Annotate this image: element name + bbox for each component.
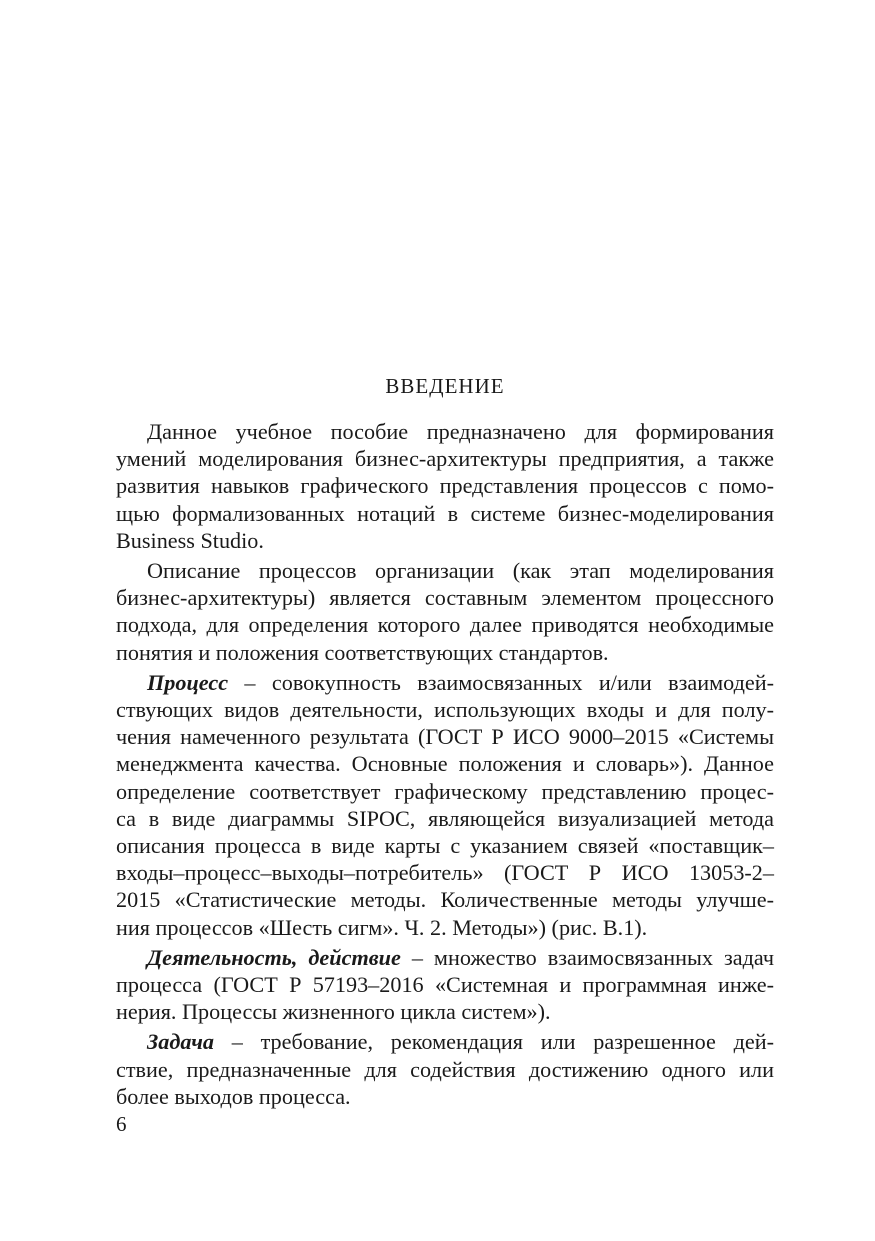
paragraph-definition-task [116,1028,774,1110]
text-line: подхода, для определения которого далее приводятся необходимые [116,612,774,638]
text-line: ствие, предназначенные для содействия достижению одного или [116,1056,774,1082]
text-line [116,944,774,971]
definition-text: – множество взаимосвязанных задач [400,944,775,970]
body-text [116,418,774,1113]
text-line: более выходов процесса. [116,1083,351,1109]
text-line: умений моделирования бизнес-архитектуры предприятия, а также [116,446,774,472]
term-activity: Деятельность, действие [147,944,401,970]
text-line: входы–процесс–выходы–потребитель» (ГОСТ Р ИСО 13053-2– [116,860,774,886]
text-line: чения намеченного результата (ГОСТ Р ИСО 9000–2015 «Системы [116,724,774,750]
text-line [116,669,774,696]
text-line: нерия. Процессы жизненного цикла систем»). [116,999,551,1025]
definition-text: – требование, рекомендация или разрешенное дей- [213,1029,774,1055]
text-line: бизнес-архитектуры) является составным элементом процессного [116,585,774,611]
term-process: Процесс [147,669,229,695]
section-heading: ВВЕДЕНИЕ [385,374,505,398]
text-line: ствующих видов деятельности, использующих входы и для полу- [116,697,774,723]
paragraph-definition-process [116,669,774,941]
page-number: 6 [116,1112,127,1136]
text-line: ния процессов «Шесть сигм». Ч. 2. Методы») (рис. В.1). [116,914,648,940]
text-line: 2015 «Статистические методы. Количественные методы улучше- [116,887,774,913]
text-line: са в виде диаграммы SIPOC, являющейся визуализацией метода [116,805,774,831]
text-line: менеджмента качества. Основные положения и словарь»). Данное [116,751,774,777]
text-line: Business Studio. [116,527,264,553]
text-line: развития навыков графического представления процессов с помо- [116,473,774,499]
paragraph-definition-activity [116,944,774,1026]
paragraph-description [116,557,774,666]
text-line: определение соответствует графическому представлению процес- [116,778,774,804]
text-line: процесса (ГОСТ Р 57193–2016 «Системная и программная инже- [116,972,774,998]
text-line: щью формализованных нотаций в системе бизнес-моделирования [116,500,774,526]
text-line: Описание процессов организации (как этап моделирования [147,558,774,584]
text-line: Данное учебное пособие предназначено для формирования [147,419,774,444]
term-task: Задача [147,1029,214,1055]
paragraph-intro [116,418,774,554]
text-line: понятия и положения соответствующих стандартов. [116,639,609,665]
text-line [116,1028,774,1055]
definition-text: – совокупность взаимосвязанных и/или взаимодей- [228,669,774,695]
text-line: описания процесса в виде карты с указанием связей «поставщик– [116,833,774,859]
